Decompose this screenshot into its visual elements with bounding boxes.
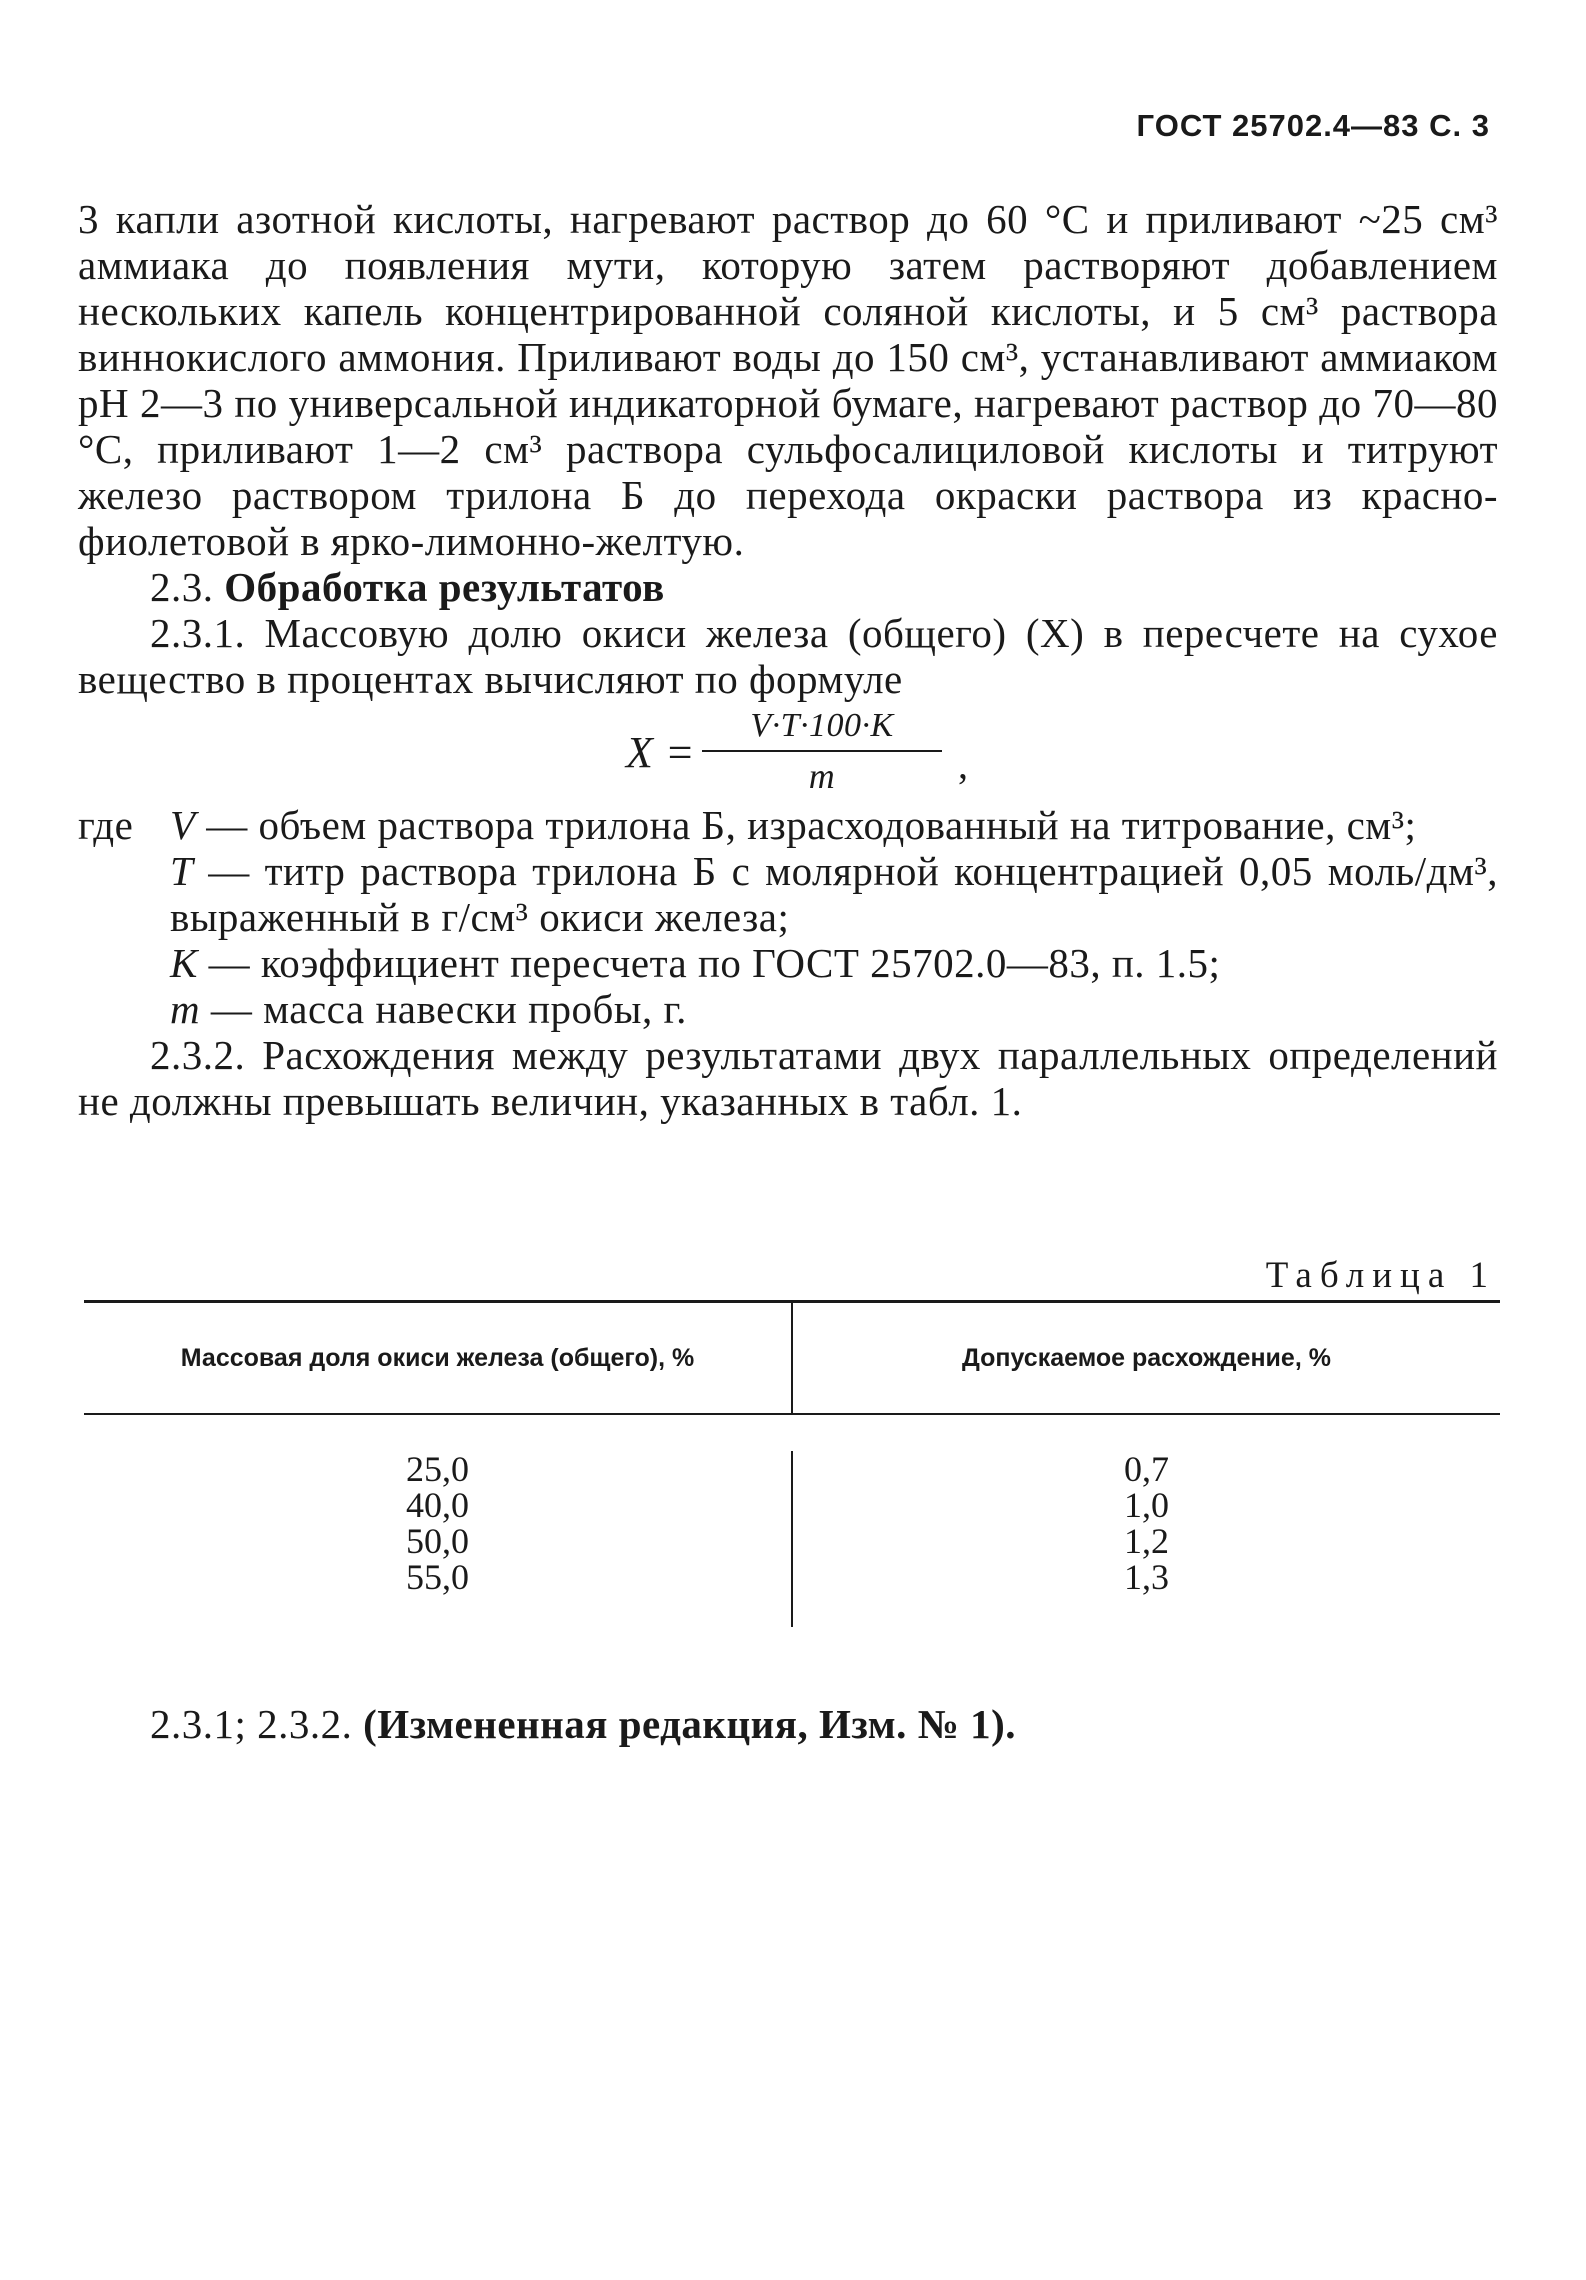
- amendment-refs: 2.3.1; 2.3.2.: [150, 1701, 353, 1747]
- table-cell: 1,0: [1124, 1485, 1169, 1525]
- table-cell: 25,0: [406, 1449, 469, 1489]
- variable-definitions: [78, 802, 1498, 1032]
- definition-item: [78, 940, 1498, 986]
- definition-text: — масса навески пробы, г.: [210, 986, 687, 1032]
- data-table: [84, 1300, 1500, 1627]
- column-header-mass-fraction: Массовая доля окиси железа (общего), %: [84, 1303, 793, 1413]
- definition-lead: [78, 848, 170, 940]
- definition-lead: где: [78, 802, 134, 848]
- formula-numerator: V·T·100·K: [750, 707, 894, 744]
- definition-text: — коэффициент пересчета по ГОСТ 25702.0—83, п. 1.5;: [208, 940, 1221, 986]
- table-header-row: [84, 1303, 1500, 1413]
- definition-symbol: m: [170, 986, 201, 1032]
- table-cell: 0,7: [1124, 1449, 1169, 1489]
- page-header: ГОСТ 25702.4—83 С. 3: [1136, 108, 1490, 143]
- section-heading: [78, 564, 1498, 610]
- paragraph-2-3-1: 2.3.1. Массовую долю окиси железа (общего) (X) в пересчете на сухое вещество в процентах вычисляют по формуле: [78, 610, 1498, 702]
- column-mass-fraction: [84, 1451, 793, 1627]
- paragraph-2-3-2: 2.3.2. Расхождения между результатами двух параллельных определений не должны превышать величин, указанных в табл. 1.: [78, 1032, 1498, 1124]
- definition-text: — объем раствора трилона Б, израсходованный на титрование, см³;: [206, 802, 1417, 848]
- formula-lhs: X =: [626, 728, 696, 777]
- definition-lead: [78, 986, 170, 1032]
- definition-lead: [78, 940, 170, 986]
- table-title: Таблица 1: [1265, 1255, 1496, 1296]
- paragraph-titration: 3 капли азотной кислоты, нагревают раствор до 60 °С и приливают ~25 см³ аммиака до появления мути, которую затем растворяют добавлением нескольких капель концентрированной соляной кислоты, и 5 см³ раствора виннокислого аммония. Приливают воды до 150 см³, устанавливают аммиаком рН 2—3 по универсальной индикаторной бумаге, нагревают раствор до 70—80 °С, приливают 1—2 см³ раствора сульфосалициловой кислоты и титруют железо раствором трилона Б до перехода окраски раствора из красно-фиолетовой в ярко-лимонно-желтую.: [78, 196, 1498, 564]
- body-text: [78, 196, 1498, 1124]
- section-title: Обработка результатов: [224, 564, 665, 610]
- table-cell: 50,0: [406, 1521, 469, 1561]
- definition-symbol: V: [170, 802, 196, 848]
- definition-symbol: K: [170, 940, 198, 986]
- definition-symbol: T: [170, 848, 194, 894]
- column-tolerance: [793, 1451, 1500, 1627]
- definition-item: [78, 986, 1498, 1032]
- table-body: [84, 1415, 1500, 1627]
- table-cell: 55,0: [406, 1557, 469, 1597]
- definition-text: — титр раствора трилона Б с молярной концентрацией 0,05 моль/дм³, выраженный в г/см³ окиси железа;: [170, 848, 1498, 940]
- column-header-tolerance: Допускаемое расхождение, %: [962, 1343, 1331, 1372]
- amendment-text: (Измененная редакция, Изм. № 1).: [363, 1701, 1017, 1747]
- table-cell: 40,0: [406, 1485, 469, 1525]
- definition-item: [78, 848, 1498, 940]
- formula-denominator: m: [808, 756, 836, 796]
- definition-item: [78, 802, 1498, 848]
- fraction-bar: [702, 750, 942, 752]
- formula-comma: ,: [958, 742, 969, 787]
- amendment-note: [150, 1700, 1016, 1748]
- section-number: 2.3.: [150, 564, 214, 610]
- formula-fraction: [702, 706, 942, 796]
- table-cell: 1,2: [1124, 1521, 1169, 1561]
- formula: [78, 706, 1498, 802]
- table-cell: 1,3: [1124, 1557, 1169, 1597]
